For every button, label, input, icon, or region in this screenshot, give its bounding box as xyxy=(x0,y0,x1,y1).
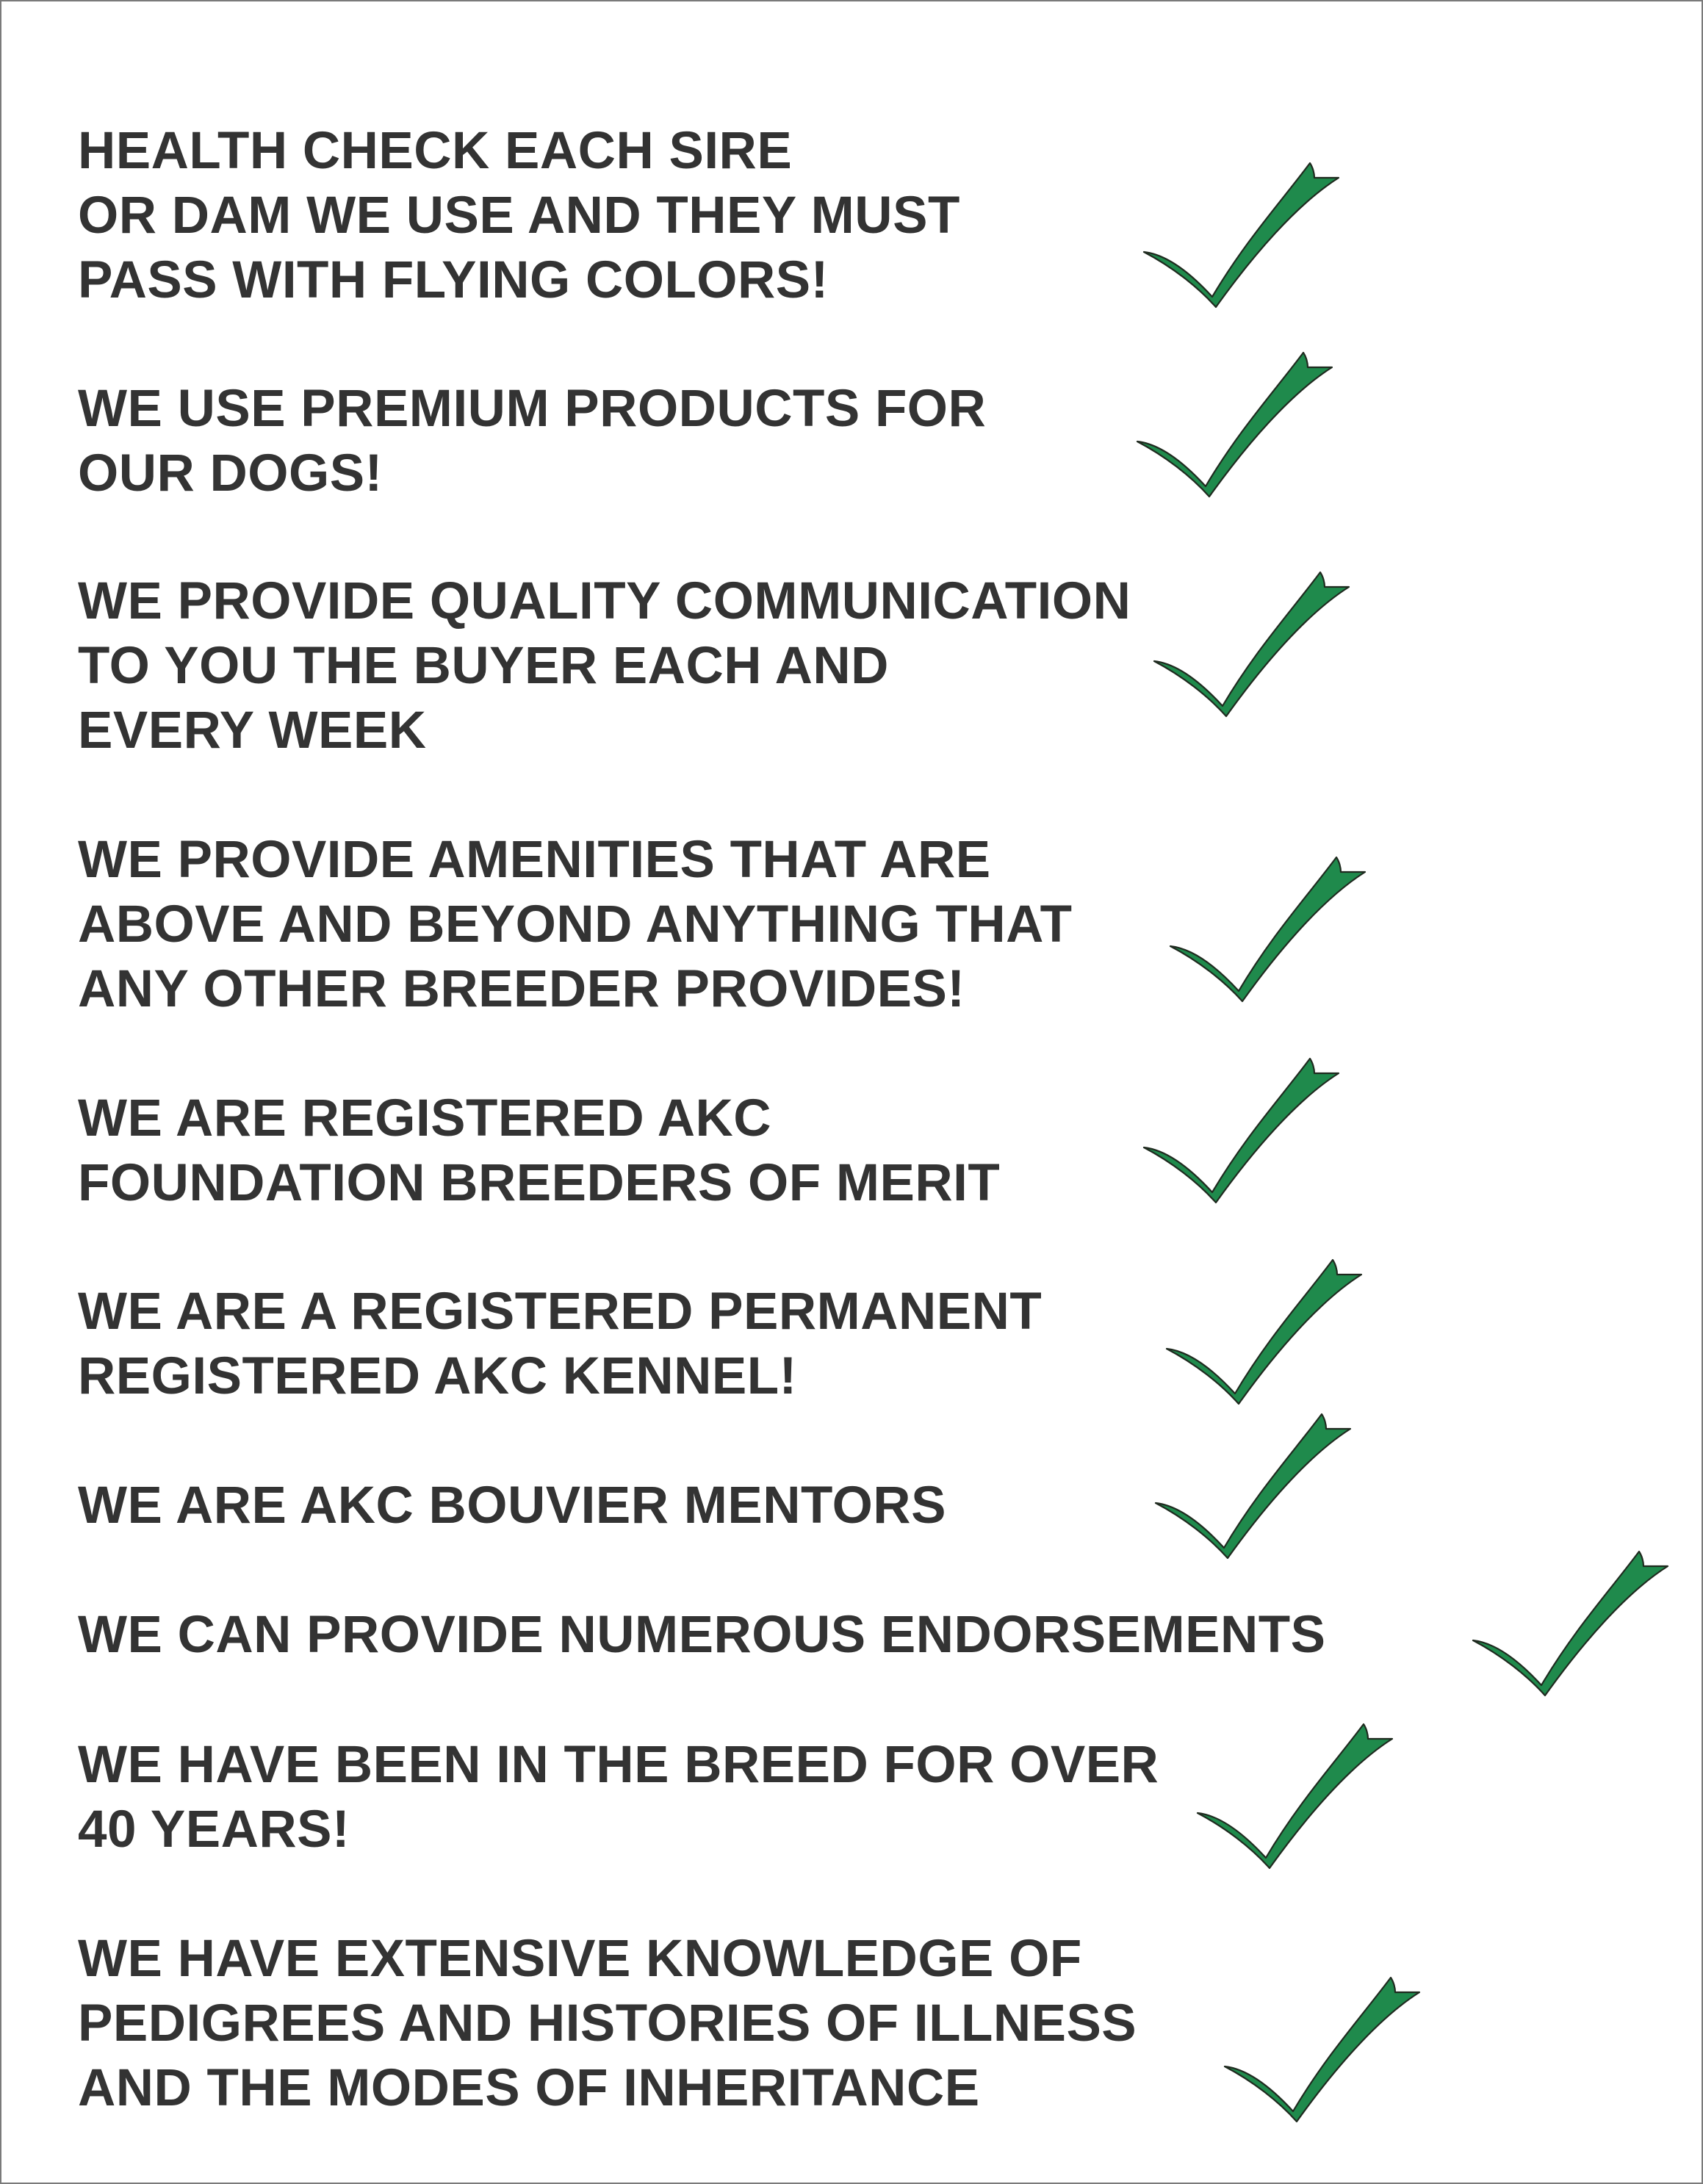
item-line: PASS WITH FLYING COLORS! xyxy=(78,251,829,309)
green-checkmark-icon xyxy=(1153,569,1351,720)
item-text xyxy=(78,569,1131,763)
green-checkmark-icon xyxy=(1472,1549,1670,1699)
item-line: FOUNDATION BREEDERS OF MERIT xyxy=(78,1154,1001,1212)
item-line: WE PROVIDE AMENITIES THAT ARE xyxy=(78,831,991,889)
item-line: WE PROVIDE QUALITY COMMUNICATION xyxy=(78,572,1131,630)
green-checkmark-icon xyxy=(1154,1411,1353,1562)
green-checkmark-icon xyxy=(1142,1056,1341,1206)
item-text xyxy=(78,1733,1159,1862)
green-checkmark-icon xyxy=(1169,854,1367,1005)
item-line: HEALTH CHECK EACH SIRE xyxy=(78,122,793,180)
green-checkmark-icon xyxy=(1196,1721,1394,1872)
item-text xyxy=(78,1927,1137,2121)
item-line: REGISTERED AKC KENNEL! xyxy=(78,1347,797,1405)
item-line: WE HAVE BEEN IN THE BREED FOR OVER xyxy=(78,1736,1159,1794)
item-line: WE USE PREMIUM PRODUCTS FOR xyxy=(78,380,987,438)
item-line: WE CAN PROVIDE NUMEROUS ENDORSEMENTS xyxy=(78,1606,1326,1664)
item-text xyxy=(78,828,1073,1022)
item-line: ANY OTHER BREEDER PROVIDES! xyxy=(78,960,965,1018)
green-checkmark-icon xyxy=(1136,350,1334,500)
green-checkmark-icon xyxy=(1223,1975,1422,2125)
item-line: OUR DOGS! xyxy=(78,444,383,502)
item-text xyxy=(78,1086,1000,1216)
item-line: AND THE MODES OF INHERITANCE xyxy=(78,2059,980,2117)
item-text xyxy=(78,1474,946,1538)
green-checkmark-icon xyxy=(1142,160,1341,311)
item-line: 40 YEARS! xyxy=(78,1801,350,1859)
item-line: OR DAM WE USE AND THEY MUST xyxy=(78,187,960,245)
item-line: WE ARE AKC BOUVIER MENTORS xyxy=(78,1477,946,1535)
item-line: TO YOU THE BUYER EACH AND xyxy=(78,637,889,695)
item-line: WE ARE A REGISTERED PERMANENT xyxy=(78,1283,1043,1341)
item-text xyxy=(78,119,960,313)
item-line: ABOVE AND BEYOND ANYTHING THAT xyxy=(78,895,1073,954)
item-text xyxy=(78,377,986,506)
item-text xyxy=(78,1280,1042,1409)
item-text xyxy=(78,1603,1325,1668)
item-line: WE ARE REGISTERED AKC xyxy=(78,1089,772,1147)
green-checkmark-icon xyxy=(1165,1257,1364,1408)
item-line: WE HAVE EXTENSIVE KNOWLEDGE OF xyxy=(78,1930,1082,1988)
item-line: EVERY WEEK xyxy=(78,702,427,760)
item-line: PEDIGREES AND HISTORIES OF ILLNESS xyxy=(78,1994,1137,2053)
